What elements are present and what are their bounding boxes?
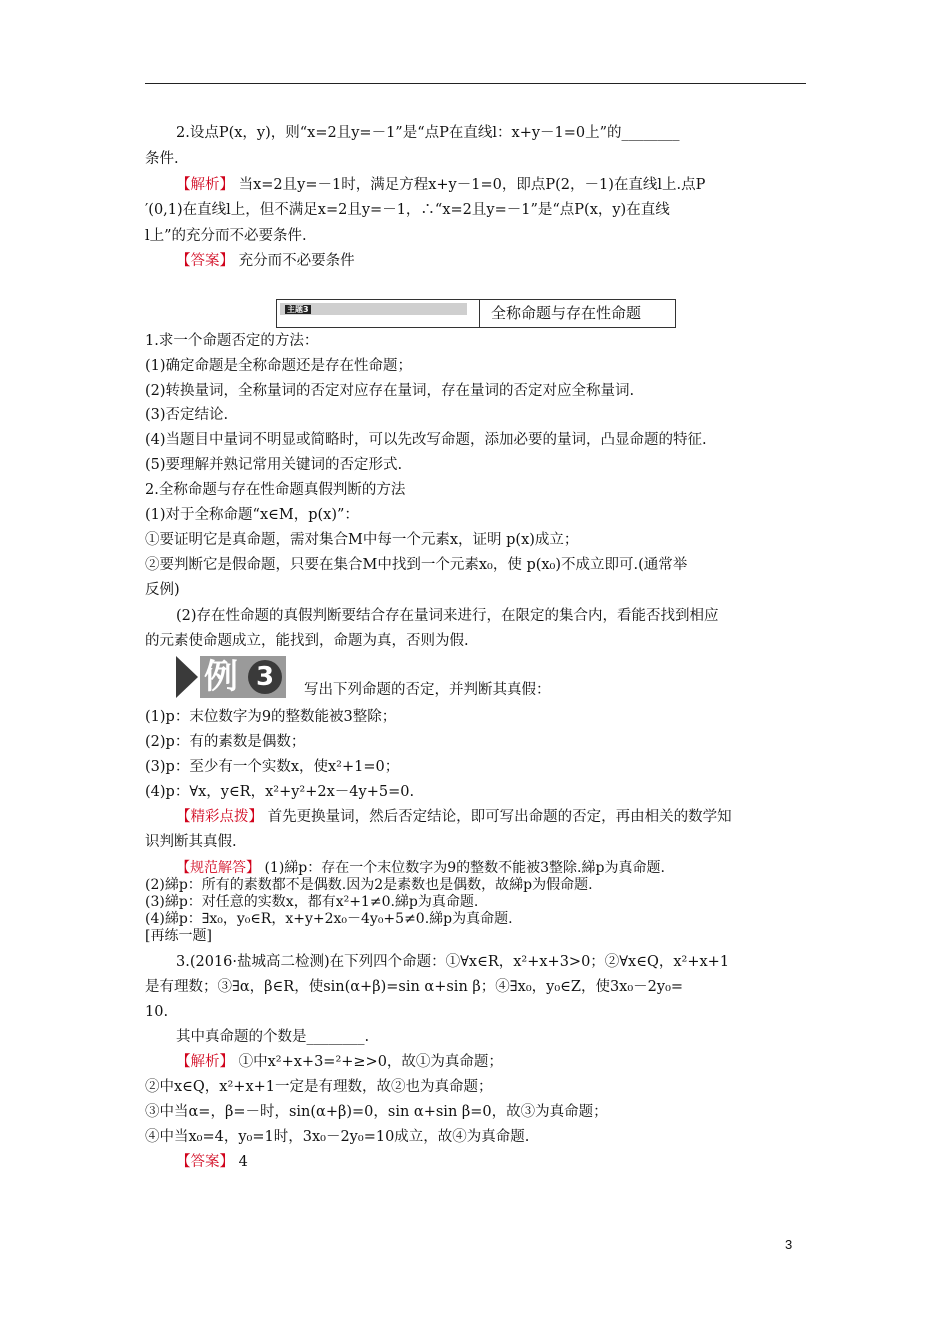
q3-line-1: 3.(2016·盐城高二检测)在下列四个命题：①∀x∈R，x²+x+3>0；②∀x∈Q，x²+x+1 [176,954,730,970]
hint-line-1 [176,807,732,827]
solution-line: (4)綈p：∃x₀，y₀∈R，x+y+2x₀－4y₀+5≠0.綈p为真命题. [145,911,513,927]
q3-analysis-line: ③中当α=，β=－时，sin(α+β)=0，sin α+sin β=0，故③为真命题； [145,1104,608,1120]
example-item: (3)p：至少有一个实数x，使x²+1=0； [145,759,400,775]
q3-line-2: 是有理数；③∃α，β∈R，使sin(α+β)=sin α+sin β；④∃x₀，y₀∈Z，使3x₀－2y₀= [145,979,684,995]
solution-line-1 [176,860,665,877]
example-prompt: 写出下列命题的否定，并判断其真假： [304,682,551,698]
method-line: 1.求一个命题否定的方法： [145,333,319,349]
method-line: (5)要理解并熟记常用关键词的否定形式. [145,457,403,473]
q3-line-3: 10. [145,1004,169,1020]
q3-answer-text: 4 [234,1154,248,1170]
solution-line: (2)綈p：所有的素数都不是偶数.因为2是素数也是偶数，故綈p为假命题. [145,877,593,893]
q2-answer-text: 充分而不必要条件 [234,253,355,269]
hint-tag: 【精彩点拨】 [176,809,263,825]
method-line: ②要判断它是假命题，只要在集合M中找到一个元素x₀，使 p(x₀)不成立即可.(通常举 [145,557,688,573]
solution-line: (3)綈p：对任意的实数x，都有x²+1≠0.綈p为真命题. [145,894,479,910]
practice-heading: [再练一题] [145,928,212,944]
method-line: (4)当题目中量词不明显或简略时，可以先改写命题，添加必要的量词，凸显命题的特征. [145,432,707,448]
solution-text: (1)綈p：存在一个末位数字为9的整数不能被3整除.綈p为真命题. [260,860,665,876]
topic-banner [276,299,676,328]
topic-badge: 主题3 [287,305,309,314]
q3-analysis-text: ①中x²+x+3=²+≥>0，故①为真命题； [234,1054,503,1070]
method-line: 反例) [145,582,180,598]
hint-line-2: 识判断其真假. [145,834,237,850]
example-number: 3 [248,660,282,694]
example-char: 例 [204,657,238,697]
q3-line-4: 其中真命题的个数是________. [176,1029,370,1045]
hint-text: 首先更换量词，然后否定结论，即可写出命题的否定，再由相关的数学知 [263,809,732,825]
q2-line-2: 条件. [145,151,179,167]
example-item: (2)p：有的素数是偶数； [145,734,306,750]
method-line: (2)存在性命题的真假判断要结合存在量词来进行，在限定的集合内，看能否找到相应 [176,608,719,624]
method-line: (3)否定结论. [145,407,229,423]
header-rule [145,83,806,84]
example-item: (1)p：末位数字为9的整数能被3整除； [145,709,397,725]
q2-answer [176,251,355,271]
q3-analysis-line: ②中x∈Q，x²+x+1一定是有理数，故②也为真命题； [145,1079,493,1095]
method-line: (1)确定命题是全称命题还是存在性命题； [145,358,413,374]
q2-analysis-line-2: ′(0,1)在直线l上，但不满足x=2且y=－1，∴“x=2且y=－1”是“点P(x，y)在直线 [145,202,670,218]
topic-bar [280,303,467,315]
example-badge [176,656,286,698]
q3-analysis-line-1 [176,1052,503,1072]
q2-analysis-text: 当x=2且y=－1时，满足方程x+y－1=0，即点P(2，－1)在直线l上.点P [234,177,706,193]
q3-answer [176,1152,248,1172]
topic-divider [479,300,480,327]
analysis-tag: 【解析】 [176,1054,234,1070]
answer-tag: 【答案】 [176,253,234,269]
page-number: 3 [785,1237,793,1252]
topic-title: 全称命题与存在性命题 [491,304,642,322]
example-item: (4)p：∀x，y∈R，x²+y²+2x－4y+5=0. [145,784,415,800]
method-line: ①要证明它是真命题，需对集合M中每一个元素x，证明 p(x)成立； [145,532,579,548]
method-line: 的元素使命题成立，能找到，命题为真，否则为假. [145,633,469,649]
method-line: (2)转换量词，全称量词的否定对应存在量词，存在量词的否定对应全称量词. [145,383,635,399]
analysis-tag: 【解析】 [176,177,234,193]
q2-analysis-line-3: l上”的充分而不必要条件. [145,228,307,244]
solution-tag: 【规范解答】 [176,860,260,876]
q2-analysis-line-1 [176,175,705,195]
answer-tag: 【答案】 [176,1154,234,1170]
q3-analysis-line: ④中当x₀=4，y₀=1时，3x₀－2y₀=10成立，故④为真命题. [145,1129,530,1145]
method-line: (1)对于全称命题“x∈M，p(x)”： [145,507,359,523]
example-arrow-icon [176,656,198,698]
q2-line-1: 2.设点P(x，y)，则“x=2且y=－1”是“点P在直线l：x+y－1=0上”的________ [176,125,680,141]
method-line: 2.全称命题与存在性命题真假判断的方法 [145,482,406,498]
